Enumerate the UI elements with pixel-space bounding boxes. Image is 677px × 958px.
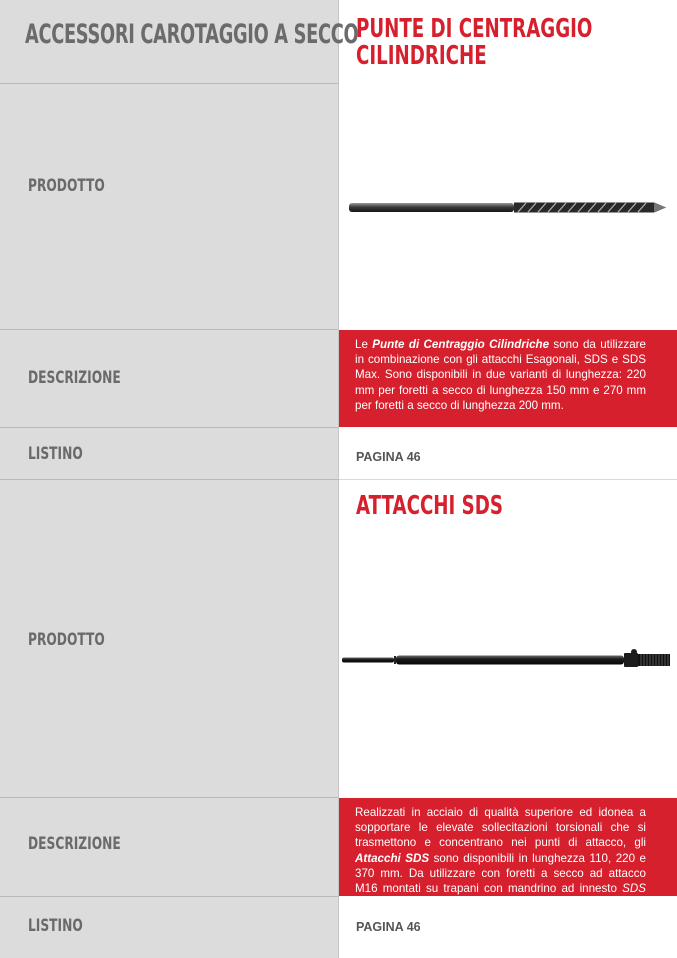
divider: [0, 479, 339, 480]
product-description: [339, 798, 677, 911]
product-title-line1: PUNTE DI CENTRAGGIO: [356, 14, 593, 44]
description-text: sono disponibili in lunghezza 110, 220 e 370 mm. Da utilizzare con foretti a secco ad attacco M16 montati su trapani con mandrino ad innesto: [355, 851, 646, 896]
description-italic: SDS Plus: [355, 882, 646, 911]
description-text: .: [377, 897, 381, 911]
description-text: Le: [355, 338, 373, 351]
divider: [0, 83, 339, 84]
page-reference: PAGINA 46: [356, 450, 421, 464]
description-label: DESCRIZIONE: [28, 834, 121, 854]
listino-label: LISTINO: [28, 444, 83, 464]
divider: [0, 329, 339, 330]
description-text: sono da utilizzare in combinazione con gli attacchi Esagonali, SDS e SDS Max. Sono disponibili in due varianti di lunghezza: 220 mm per foretti a secco di lunghezza 150 mm e 270 mm per foretti a secco di lunghezza 200 mm.: [355, 338, 646, 412]
divider: [339, 479, 677, 480]
divider: [0, 427, 339, 428]
product-title-line2: CILINDRICHE: [356, 41, 487, 71]
drill-bit-icon: [348, 197, 670, 217]
divider: [0, 896, 339, 897]
description-emphasis: Punte di Centraggio Cilindriche: [372, 338, 550, 351]
page-reference: PAGINA 46: [356, 920, 421, 934]
sds-adapter-icon: [341, 647, 675, 673]
product-description: [339, 330, 677, 427]
section-title: ACCESSORI CAROTAGGIO A SECCO: [25, 19, 359, 50]
divider: [0, 797, 339, 798]
description-label: DESCRIZIONE: [28, 368, 121, 388]
listino-label: LISTINO: [28, 916, 83, 936]
description-emphasis: Attacchi SDS: [355, 851, 430, 865]
product-title-line1: ATTACCHI SDS: [356, 491, 503, 521]
product-label: PRODOTTO: [28, 630, 105, 650]
description-text: Realizzati in acciaio di qualità superiore ed idonea a sopportare le elevate sollecitazioni torsionali che si trasmettono e concentrano nei punti di attacco, gli: [355, 806, 646, 850]
product-label: PRODOTTO: [28, 176, 105, 196]
